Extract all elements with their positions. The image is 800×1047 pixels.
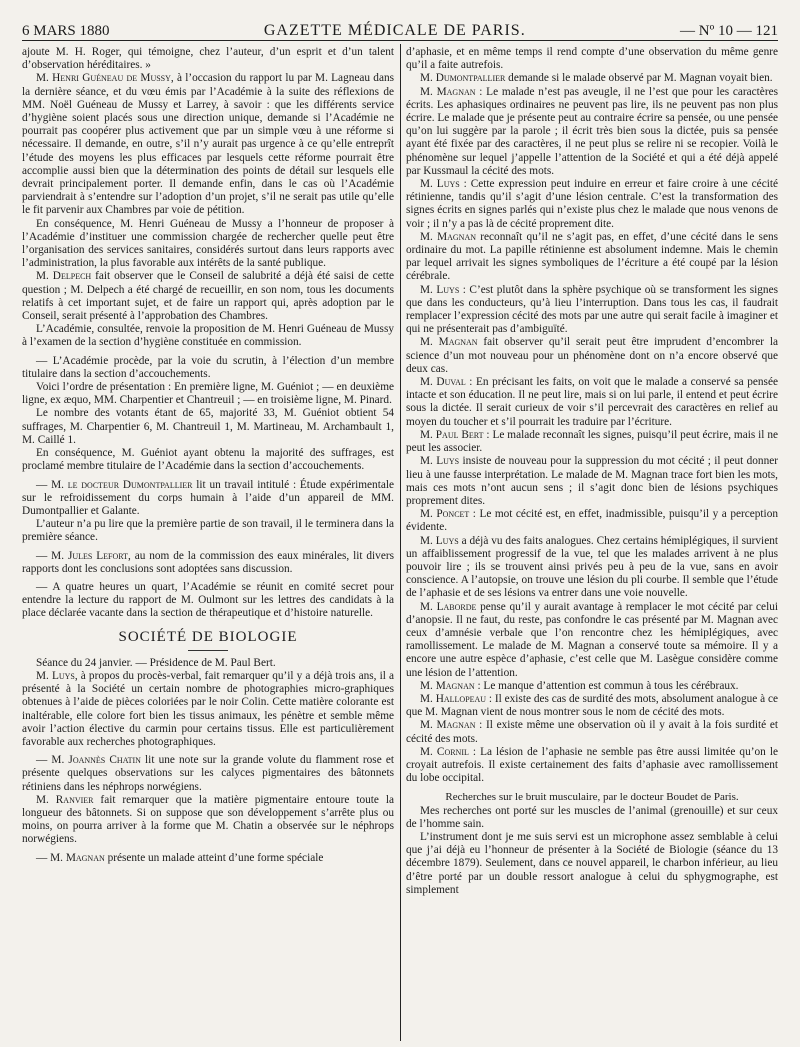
paragraph: [406, 693, 778, 719]
paragraph-text: a déjà vu des faits analogues. Chez certains hémiplégiques, il survient un affaiblissement progressif de la vue, tel que les malades arrivent à ne plus pouvoir lire ; ils se trouvent ainsi privés peu à peu de la vue, sans en avoir conscience. A l’autopsie, on trouve une lésion du pli courbe. Il semble que l’étude de l’aphasie et de ses lésions va entrer dans une voie nouvelle.: [406, 534, 778, 600]
speaker-name: M. Ranvier: [36, 793, 94, 806]
paragraph-text: Le nombre des votants étant de 65, majorité 33, M. Guéniot obtient 54 suffrages, M. Charpentier 6, M. Chantreuil 1, M. Martineau, M. Archambault 1, M. Caillé 1.: [22, 407, 394, 446]
right-paragraphs: [406, 46, 778, 785]
header-title: GAZETTE MÉDICALE DE PARIS.: [263, 22, 526, 39]
paragraph-text: Il existe même une observation où il y avait à la fois surdité et cécité des mots.: [406, 719, 778, 745]
paragraph: [22, 46, 394, 72]
paragraph-text: En précisant les faits, on voit que le malade a conservé sa pensée intacte et son éducation. Il ne peut lire, mais si on lui parle, il entend et peut écrire sous la dictée. Il serait curieux de voir s’il percevrait des caractères en relief au moyen du toucher et s’il pourrait les traduire par l’écriture.: [406, 376, 778, 428]
paragraph: [406, 535, 778, 601]
paragraph-text: demande si le malade observé par M. Magnan voyait bien.: [505, 72, 773, 85]
speaker-name: M. Duval :: [420, 376, 473, 389]
paragraph: [22, 72, 394, 217]
paragraph-text: Voici l’ordre de présentation : En première ligne, M. Guéniot ; — en deuxième ligne, ex æquo, MM. Charpentier et Chantreuil ; — en troisième ligne, M. Pinard.: [22, 381, 394, 407]
speaker-name: M. Henri Guéneau de Mussy,: [36, 72, 174, 85]
paragraph-text: L’auteur n’a pu lire que la première partie de son travail, il le terminera dans la première séance.: [22, 518, 394, 544]
paragraph-text: pense qu’il y aurait avantage à remplacer le mot cécité par celui d’anopsie. Il ne faut, du reste, pas confondre le cas présenté par M. Magnan avec ceux d’amnésie verbale que l’on rencontre chez les hémiplégiques, avec ramollissement. Le malade de M. Magnan a conservé toute sa mémoire. Il y a encore une autre espèce d’aphasie, c’est celle que M. Lasègue considère comme une lésion de l’attention.: [406, 600, 778, 679]
speaker-name: — M. Magnan: [36, 851, 105, 864]
paragraph: [406, 231, 778, 284]
paragraph: [22, 218, 394, 271]
paragraph-text: — A quatre heures un quart, l’Académie se réunit en comité secret pour entendre la lecture du rapport de M. Oulmont sur les lettres des candidats à la place déclarée vacante dans la section de thérapeutique et d’histoire naturelle.: [22, 580, 394, 620]
right-column: [406, 46, 778, 1041]
left-paragraphs-2: [22, 670, 394, 865]
paragraph-text: fait observer que le Conseil de salubrité a déjà été saisi de cette question ; M. Delpech a été chargé de recueillir, en son nom, tous les documents relatifs à cet important sujet, et de faire un rapport qui, après adoption par le Conseil, serait présenté à l’approbation des Chambres.: [22, 270, 394, 323]
paragraph: [406, 429, 778, 455]
paragraph: [22, 270, 394, 323]
paragraph: [406, 86, 778, 178]
paragraph: [22, 550, 394, 576]
paragraph: [406, 376, 778, 429]
paragraph-text: — L’Académie procède, par la voie du scrutin, à l’élection d’un membre titulaire dans la section d’accouchements.: [22, 354, 394, 380]
paragraph-text: à l’occasion du rapport lu par M. Lagneau dans la dernière séance, et du vœu émis par l’Académie à la suite des réflexions de MM. Noël Guéneau de Mussy et Larrey, à savoir : que les différents service d’hygiène soient placés sous une direction unique, demande si l’Académie ne pourrait pas coopérer plus activement que par un simple vœu à une réforme si nécessaire. Il demande, en outre, s’il n’y aurait pas urgence à ce qu’elle entreprît l’étude des moyens les plus efficaces par lesquels cette réforme pourrait être accomplie aussi bien que la détermination des points de détail sur lesquels elle devrait principalement porter. Il demande enfin, dans le cas où l’Académie parviendrait à s’entendre sur l’adoption d’un projet, s’il ne serait pas utile qu’elle le fit parvenir aux Chambres par voie de pétition.: [22, 72, 394, 217]
paragraph: [22, 479, 394, 519]
page-header: [22, 14, 778, 41]
paragraph: [22, 794, 394, 847]
paragraph: [22, 407, 394, 447]
paragraph-text: d’aphasie, et en même temps il rend compte d’une observation du même genre qu’il a faite autrefois.: [406, 46, 778, 72]
speaker-name: M. Luys :: [420, 283, 466, 296]
speaker-name: M. Magnan: [420, 230, 477, 243]
paragraph-text: Il existe des cas de surdité des mots, absolument analogue à ce que M. Magnan vient de nous montrer sous le nom de cécité des mots.: [406, 692, 778, 719]
left-paragraphs: [22, 46, 394, 621]
paragraph: [22, 518, 394, 544]
paragraph-text: insiste de nouveau pour la suppression du mot cécité ; il peut donner lieu à une fausse interprétation. Le malade de M. Magnan trace fort bien les mots, mais ces mots n’ont aucun sens ; il s’agit donc bien de lésions psychiques proprement dites.: [406, 455, 778, 507]
speaker-name: — M. Jules Lefort,: [36, 549, 131, 562]
paragraph-text: Le malade n’est pas aveugle, il ne l’est que pour les caractères écrits. Les aphasiques ordinaires ne peuvent pas lire, ils ne peuvent pas non plus écrire. Le malade que je présente peut au contraire écrire sa pensée, ou une pensée qu’on lui suggère par la parole ; il écrit très bien sous la dictée, puis sa pensée ayant été fixée par des caractères, il ne peut plus se relire ni se recopier. Voilà le phénomène sur lequel j’appelle l’attention de la Société et qui a été déjà appelé par Kussmaul la cécité des mots.: [406, 85, 778, 177]
session-line: Séance du 24 janvier. — Présidence de M. Paul Bert.: [36, 656, 276, 669]
column-divider: [400, 44, 401, 1041]
section-title: SOCIÉTÉ DE BIOLOGIE: [118, 628, 298, 645]
speaker-name: M. Luys: [420, 534, 459, 547]
paragraph-text: à propos du procès-verbal, fait remarquer qu’il y a déjà trois ans, il a présenté à la Société un certain nombre de photographies micro-graphiques obtenues à l’aide de pièces coloriées par le noir Colin. Cette matière colorante est inaltérable, elle colore fort bien les tissus animaux, les pénètre et semble même avoir l’action élective du carmin pour certains tissus. Elle est particulièrement favorable aux recherches photographiques.: [22, 669, 394, 748]
paragraph-text: lit un travail intitulé : Étude expérimentale sur le refroidissement du corps humain à l’aide d’un appareil de MM. Dumontpallier et Galante.: [22, 478, 394, 517]
paragraph-text: C’est plutôt dans la sphère psychique où se transforment les signes que dans les conducteurs, qu’à lieu l’interruption. Dans tous les cas, il faudrait remplacer l’expression cécité des mots par une autre qui serait facile à imaginer et qui ne présenterait pas d’ambiguïté.: [406, 283, 778, 336]
paragraph: [406, 680, 778, 693]
header-issue: — Nº 10 —: [680, 23, 752, 39]
paragraph-text: ajoute M. H. Roger, qui témoigne, chez l’auteur, d’un esprit et d’un talent d’observation héréditaires. »: [22, 46, 394, 72]
speaker-name: M. Dumontpallier: [420, 72, 506, 85]
paragraph-text: au nom de la commission des eaux minérales, lit divers rapports dont les conclusions sont adoptées sans discussion.: [22, 549, 394, 575]
speaker-name: M. Poncet :: [420, 508, 476, 521]
speaker-name: — M. le docteur Dumontpallier: [36, 478, 193, 491]
paragraph-text: Le manque d’attention est commun à tous les cérébraux.: [480, 679, 739, 692]
paragraph-text: fait observer qu’il serait peut être imprudent d’encombrer la science d’un mot nouveau pour un phénomène dont on n’a encore observé que deux cas.: [406, 336, 778, 375]
paragraph: [406, 508, 778, 534]
header-issue-page: [680, 23, 778, 40]
paragraph-text: Le malade reconnaît les signes, puisqu’il peut écrire, mais il ne peut les associer.: [406, 428, 778, 455]
speaker-name: M. Paul Bert :: [420, 428, 490, 441]
paragraph: [406, 831, 778, 897]
paragraph-text: Le mot cécité est, en effet, inadmissible, puisqu’il y a perception évidente.: [406, 508, 778, 534]
speaker-name: M. Luys,: [36, 669, 78, 682]
speaker-name: M. Cornil :: [420, 745, 477, 758]
section-rule: [188, 650, 228, 651]
paragraph: [22, 852, 394, 865]
paragraph: [22, 670, 394, 749]
paragraph-text: L’Académie, consultée, renvoie la proposition de M. Henri Guéneau de Mussy à l’examen de la section d’hygiène constituée en commission.: [22, 323, 394, 349]
paragraph: [406, 455, 778, 508]
paragraph: [22, 754, 394, 794]
speaker-name: M. Laborde: [420, 600, 477, 613]
paragraph-text: présente un malade atteint d’une forme spéciale: [104, 851, 324, 864]
paragraph: [22, 323, 394, 349]
speaker-name: M. Magnan :: [420, 679, 481, 692]
paragraph-text: Mes recherches ont porté sur les muscles de l’animal (grenouille) et sur ceux de l’homme sain.: [406, 804, 778, 830]
paragraph: [22, 447, 394, 473]
paragraph-text: lit une note sur la grande volute du flamment rose et présente quelques observations sur les calyces pigmentaires des bâtonnets rétiniens dans les néphrops norwégiens.: [22, 754, 394, 793]
paragraph: [22, 381, 394, 407]
paragraph-text: En conséquence, M. Henri Guéneau de Mussy a l’honneur de proposer à l’Académie d’instituer une commission chargée de rechercher quelle peut être l’organisation des services sanitaires, considérés surtout dans leurs rapports avec l’administration, la plus favorable aux intérêts de la santé publique.: [22, 217, 394, 270]
paragraph: [406, 46, 778, 72]
paragraph: [406, 601, 778, 680]
paragraph: [406, 336, 778, 376]
paragraph: [406, 284, 778, 337]
speaker-name: M. Magnan: [420, 336, 478, 349]
paragraph: [22, 581, 394, 621]
left-column: [22, 46, 394, 1041]
subheading: Recherches sur le bruit musculaire, par le docteur Boudet de Paris.: [445, 791, 739, 804]
paragraph-text: reconnaît qu’il ne s’agit pas, en effet, d’une cécité dans le sens ordinaire du mot. La papille rétinienne est absolument indemne. Mais le chemin par lequel arrivait les signes symboliques de l’écriture a été coupé par la lésion cérébrale.: [406, 230, 778, 283]
speaker-name: M. Hallopeau :: [420, 692, 493, 705]
speaker-name: M. Magnan :: [420, 85, 483, 98]
speaker-name: — M. Joannès Chatin: [36, 754, 141, 767]
header-date: 6 MARS 1880: [22, 23, 110, 39]
paragraph: [406, 805, 778, 831]
paragraph: [22, 355, 394, 381]
paragraph: [406, 178, 778, 231]
speaker-name: M. Magnan :: [420, 719, 483, 732]
paragraph-text: fait remarquer que la matière pigmentaire entoure toute la longueur des bâtonnets. Si on suppose que son développement s’arrête plus ou moins, on pourra arriver à la forme que M. Chatin a observée sur le néphrops norwégiens.: [22, 793, 394, 846]
speaker-name: M. Luys: [420, 455, 460, 468]
speaker-name: M. Delpech: [36, 270, 92, 283]
speaker-name: M. Luys :: [420, 178, 467, 191]
header-page-number: 121: [755, 23, 778, 39]
paragraph-text: L’instrument dont je me suis servi est un microphone assez semblable à celui que j’ai déjà eu l’honneur de présenter à la Société de Biologie (séance du 13 décembre 1879). Seulement, dans ce nouvel appareil, le charbon inférieur, au lieu d’être porté par un double ressort analogue à celui du sphygmographe, est simplement: [406, 830, 778, 896]
right-paragraphs-2: [406, 805, 778, 897]
paragraph: [406, 719, 778, 745]
paragraph: [406, 746, 778, 786]
paragraph: [406, 72, 778, 85]
paragraph-text: La lésion de l’aphasie ne semble pas être aussi limitée qu’on le croyait autrefois. Il existe certainement des faits d’aphasie avec ramollissement du lobe occipital.: [406, 745, 778, 785]
paragraph-text: En conséquence, M. Guéniot ayant obtenu la majorité des suffrages, est proclamé membre titulaire de l’Académie dans la section d’accouchements.: [22, 447, 394, 473]
paragraph-text: Cette expression peut induire en erreur et faire croire à une cécité rétinienne, tandis qu’il s’agit d’une lésion centrale. C’est la transformation des signes écrits en signes parlés qui n’existe plus chez le malade que nous venons de voir ; il n’y a pas là de cécité proprement dite.: [406, 178, 778, 230]
